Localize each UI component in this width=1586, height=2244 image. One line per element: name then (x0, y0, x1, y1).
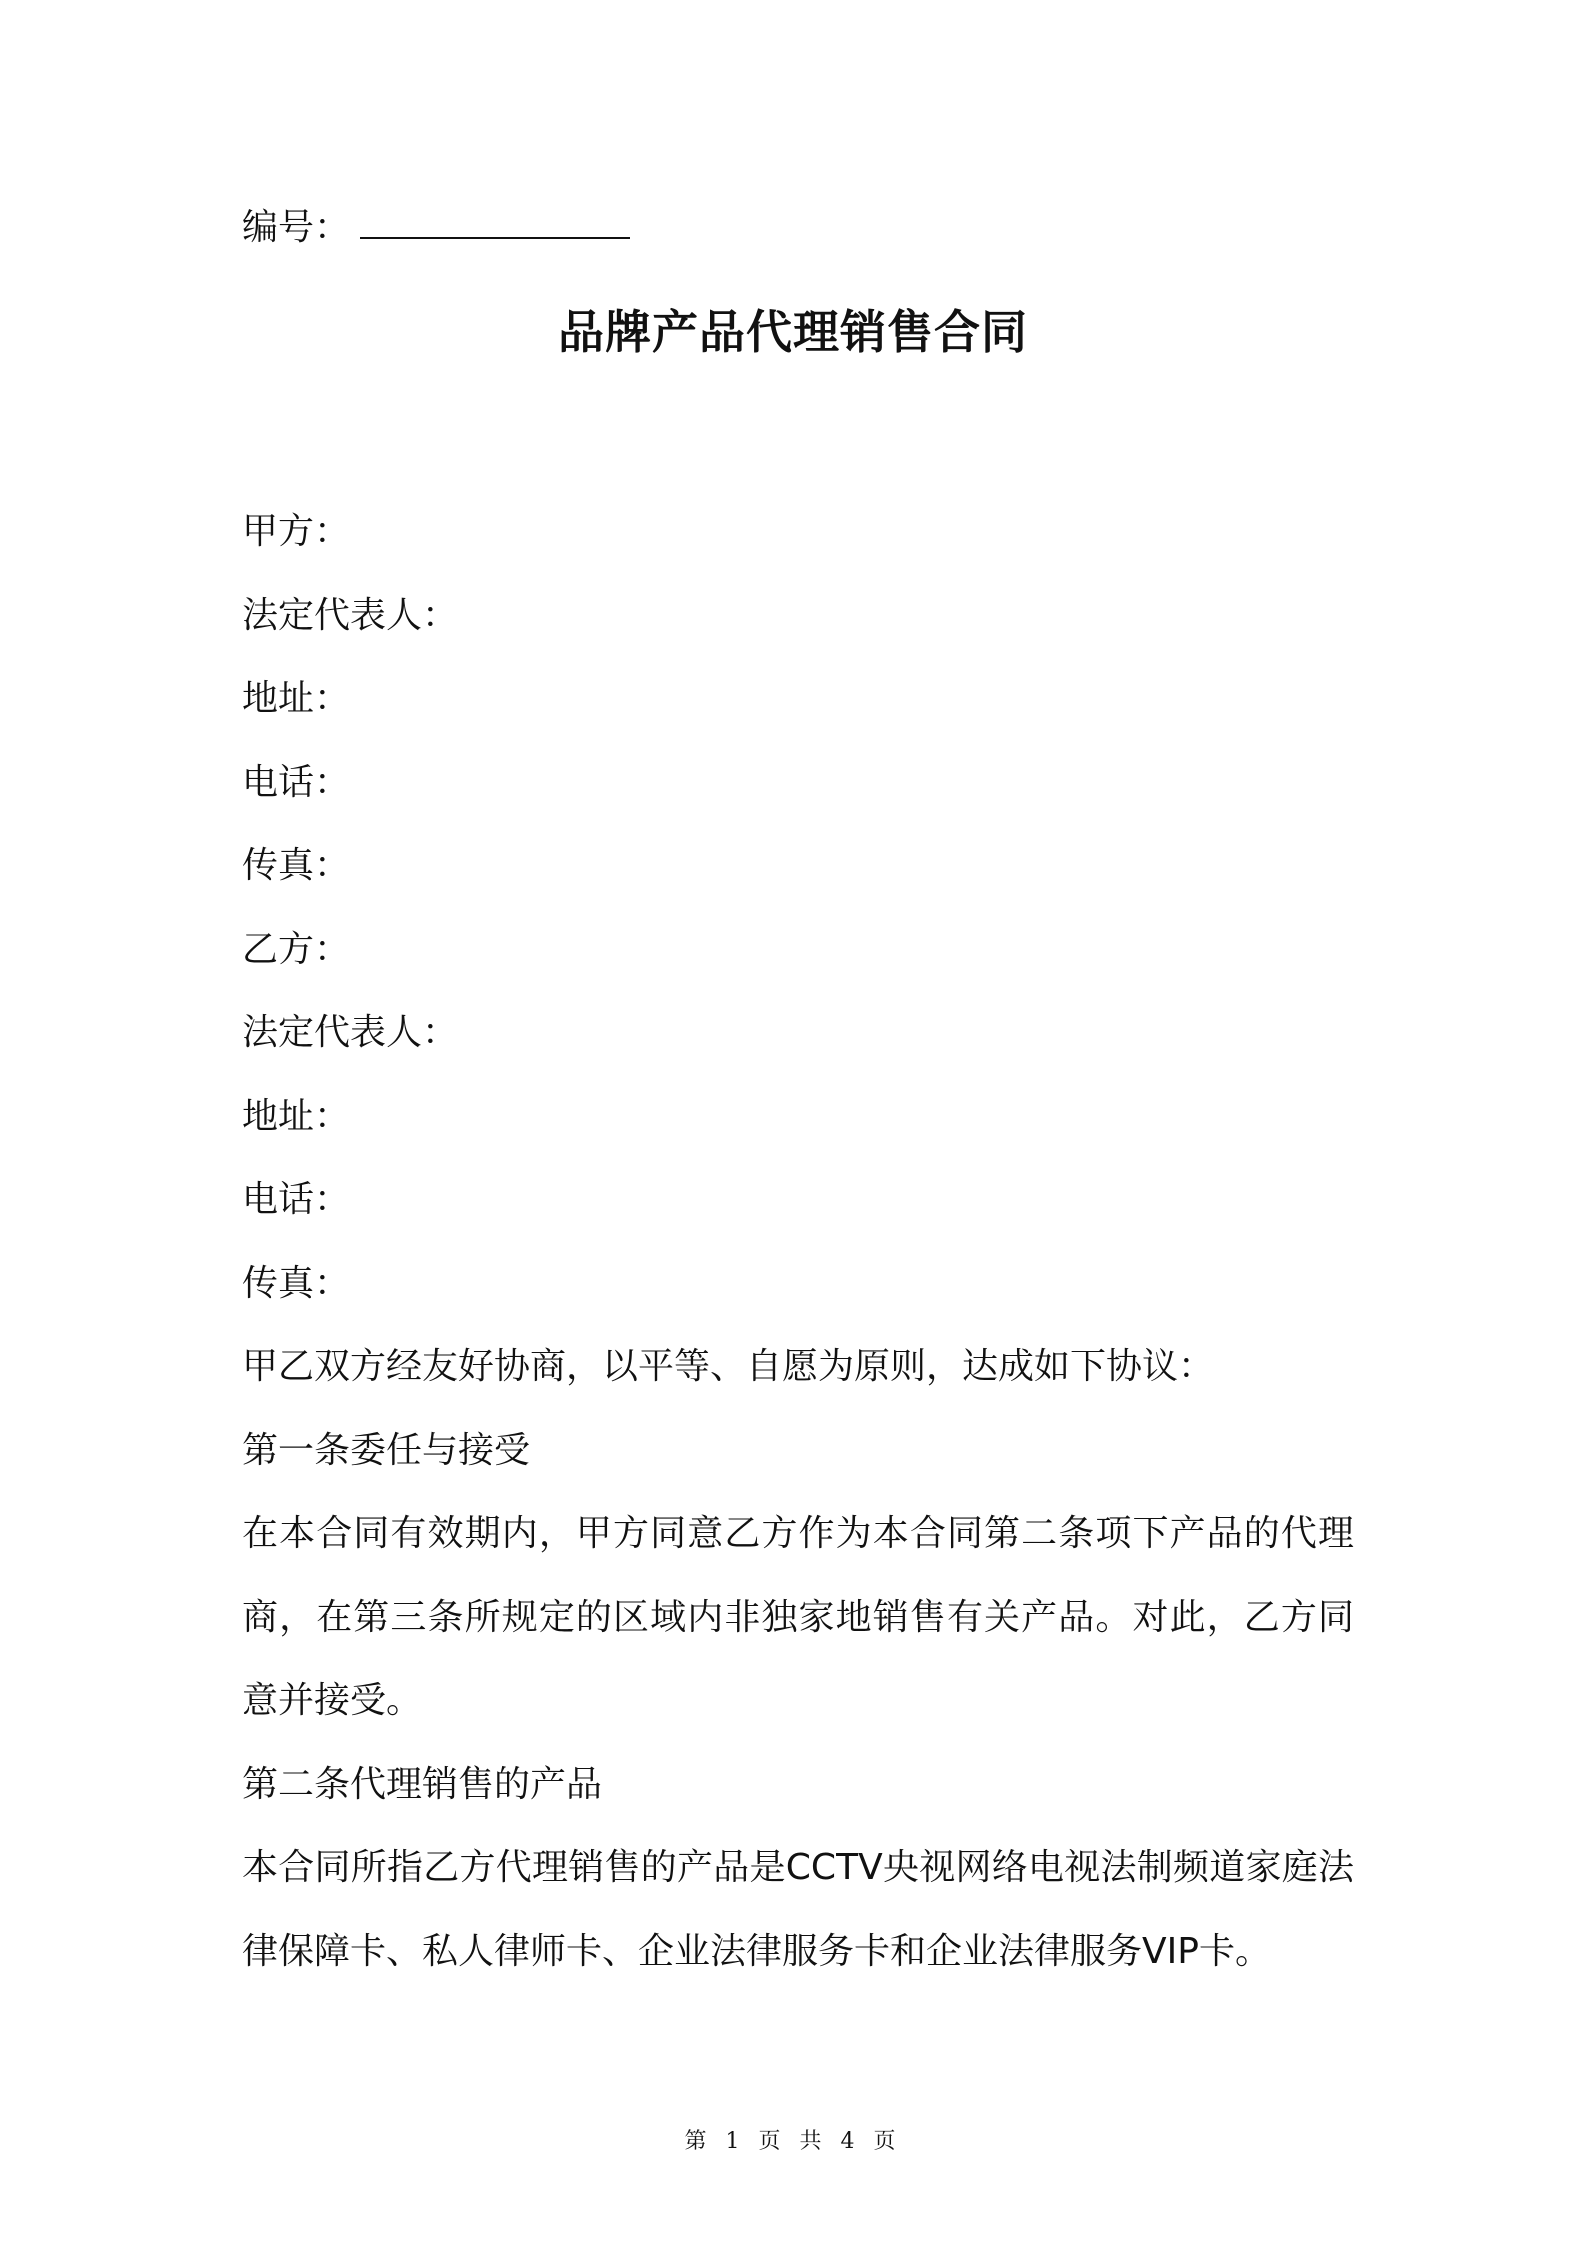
party-b-address: 地址： (242, 1095, 351, 1137)
article-1-text: 在本合同有效期内，甲方同意乙方作为本合同第二条项下产品的代理商，在第三条所规定的区域内非独家地销售有关产品。对此，乙方同意并接受。 (242, 1513, 1354, 1721)
contract-number-line (242, 198, 630, 258)
party-b-label: 乙方： (242, 928, 351, 970)
contract-title: 品牌产品代理销售合同 (558, 305, 1028, 359)
contract-number-blank (360, 205, 630, 239)
article-1-heading: 第一条委任与接受 (242, 1429, 531, 1471)
article-2-text: 本合同所指乙方代理销售的产品是CCTV央视网络电视法制频道家庭法律保障卡、私人律师卡、企业法律服务卡和企业法律服务VIP卡。 (242, 1847, 1354, 1972)
party-b-representative: 法定代表人： (242, 1012, 459, 1053)
party-a-address: 地址： (242, 678, 351, 719)
party-a-phone: 电话： (242, 761, 351, 803)
party-a-label: 甲方： (242, 511, 351, 552)
party-a-representative: 法定代表人： (242, 594, 459, 636)
intro-paragraph: 甲乙双方经友好协商，以平等、自愿为原则，达成如下协议： (242, 1346, 1215, 1387)
party-b-phone: 电话： (242, 1179, 351, 1220)
contract-body (242, 490, 1362, 1993)
party-b-fax: 传真： (242, 1262, 351, 1304)
party-a-fax: 传真： (242, 845, 351, 886)
article-2-heading: 第二条代理销售的产品 (242, 1763, 603, 1805)
page-footer: 第 1 页 共 4 页 (684, 2129, 902, 2154)
contract-number-label: 编号： (242, 207, 351, 248)
